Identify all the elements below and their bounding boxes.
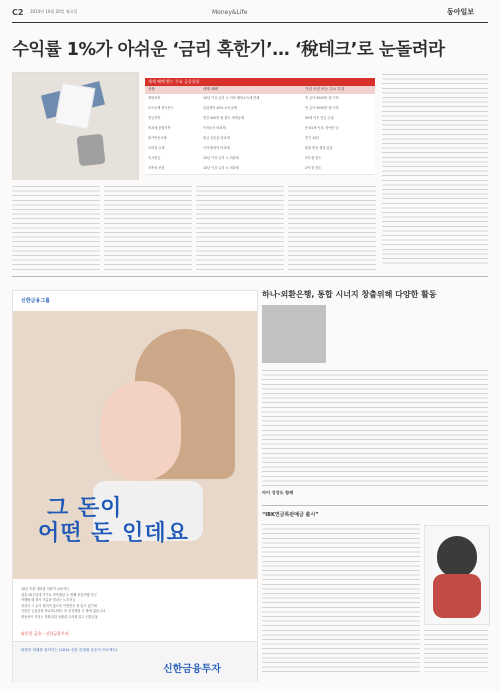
ad-cta: 따뜻한 금융 - 신한금융투자	[21, 631, 69, 636]
table-header-1: 상품	[148, 87, 155, 91]
table-row	[145, 164, 375, 175]
table-cell: 연 급여 5000만 원 이하	[305, 96, 339, 100]
ad-bullet: 변동성이 커지는 불확실한 상황을 두려워 말고 신한금융	[21, 614, 98, 619]
ad-bullet: 결혼 20주년에 가기로 약속했던 두 번째 신혼여행 자금	[21, 592, 97, 597]
ad-bullet: 여행할 때 회사 이름을 빌리는 노후자금	[21, 598, 76, 603]
paper-logo: 동아일보	[447, 8, 475, 16]
ad-brand: 신한금융그룹	[21, 298, 50, 304]
feature-divider	[262, 505, 488, 506]
photo-block	[12, 72, 139, 180]
ad-footer-title: 따뜻한 미래를 열어가는 (2014 신한 증권형 증수익 프로젝트)	[21, 648, 118, 652]
table-cell: 저축성 보험	[148, 166, 165, 170]
table-cell: 10년 이상 유지 시 비과세	[203, 156, 239, 160]
ad-footer	[13, 641, 257, 682]
header-divider	[12, 22, 488, 23]
table-header-3: 가입 조건 또는 주요 특징	[305, 87, 345, 91]
table-cell: 10년 이상 유지 시 비과세	[203, 166, 239, 170]
table-cell: 이자소득 비과세	[203, 126, 226, 130]
article-body	[12, 184, 376, 270]
ibk-photo	[424, 525, 490, 625]
feature-body	[262, 368, 488, 488]
table-cell: 연금저축	[148, 116, 161, 120]
ad-bullet: 당신의 그 돈이 헐리지 않도록 이번만은 잘 알고 있기에	[21, 603, 97, 608]
table-cell: 연 급여 5000만 원 이하	[305, 106, 339, 110]
table-cell: 10년 이상 유지 시 이자·배당소득세 면제	[203, 96, 260, 100]
main-headline: 수익률 1%가 아쉬운 ‘금리 혹한기’… ‘稅테크’로 눈돌려라	[12, 40, 445, 60]
text-lines	[382, 72, 488, 264]
table-header-row	[145, 86, 375, 94]
person-shirt	[433, 574, 481, 618]
baby-face	[101, 381, 181, 481]
ibk-caption	[424, 628, 488, 672]
issue-date: 2014년 10월 20일 월요일	[30, 9, 78, 14]
ad-slogan-line2: 어떤 돈 인데요	[38, 521, 189, 546]
table-cell: 2억 원 한도	[305, 156, 322, 160]
table-cell: 이자·환차익 비과세	[203, 146, 230, 150]
ibk-box-title: “IBK연금특판예금 출시”	[262, 512, 319, 518]
table-cell: 물가연동국채	[148, 136, 167, 140]
ad-bullet: 10년 후를 대비한 어린이 교육자금	[21, 587, 70, 591]
ad-footer-name: 신한금융투자	[163, 664, 221, 675]
feature-title: 하나·외환은행, 통합 시너지 창출위해 다양한 활동	[262, 290, 437, 299]
table-cell: 브라질 국채	[148, 146, 165, 150]
top-header	[12, 6, 488, 20]
table-cell: 만기 10년	[305, 136, 320, 140]
table-cell: 원금 상승분 비과세	[203, 136, 230, 140]
table-cell: 환율 변동 위험 있음	[305, 146, 333, 150]
article-column-right	[382, 72, 488, 270]
ad-bullet: 신한은 금융상품 하나하나에도 더 신중해질 수 밖에 없습니다	[21, 609, 106, 614]
ad-block	[12, 290, 258, 682]
tax-table	[145, 78, 375, 175]
section-divider	[12, 276, 488, 277]
person-head	[437, 536, 477, 578]
section-label: C2	[12, 8, 24, 17]
ad-slogan-line1: 그 돈이	[47, 496, 123, 521]
section-name: Money&Life	[212, 9, 248, 16]
table-title-bar	[145, 78, 375, 86]
table-cell: 납입액의 40% 소득공제	[203, 106, 237, 110]
table-header-2: 세제 혜택	[203, 87, 219, 91]
table-cell: 비과세 종합저축	[148, 126, 171, 130]
table-title: 세제 혜택 받는 주요 금융상품	[148, 79, 200, 84]
table-cell: 55세 이후 연금 수령	[305, 116, 334, 120]
sidebar-note: 아이 성장도 함께	[262, 490, 294, 495]
table-cell: 재형저축	[148, 96, 161, 100]
table-cell: 2억 원 한도	[305, 166, 322, 170]
article-column	[12, 184, 100, 270]
table-cell: 즉시연금	[148, 156, 161, 160]
padlock-icon	[77, 134, 106, 167]
article-column	[288, 184, 376, 270]
table-cell: 만 61세 이상, 장애인 등	[305, 126, 339, 130]
feature-photo	[262, 305, 326, 363]
table-cell: 소득공제 장기펀드	[148, 106, 174, 110]
paper-note	[55, 82, 96, 129]
ad-bullet-list	[21, 587, 249, 621]
table-cell: 연간 400만 원 한도 세액공제	[203, 116, 244, 120]
article-column	[196, 184, 284, 270]
article-column	[104, 184, 192, 270]
ibk-text	[262, 522, 420, 672]
